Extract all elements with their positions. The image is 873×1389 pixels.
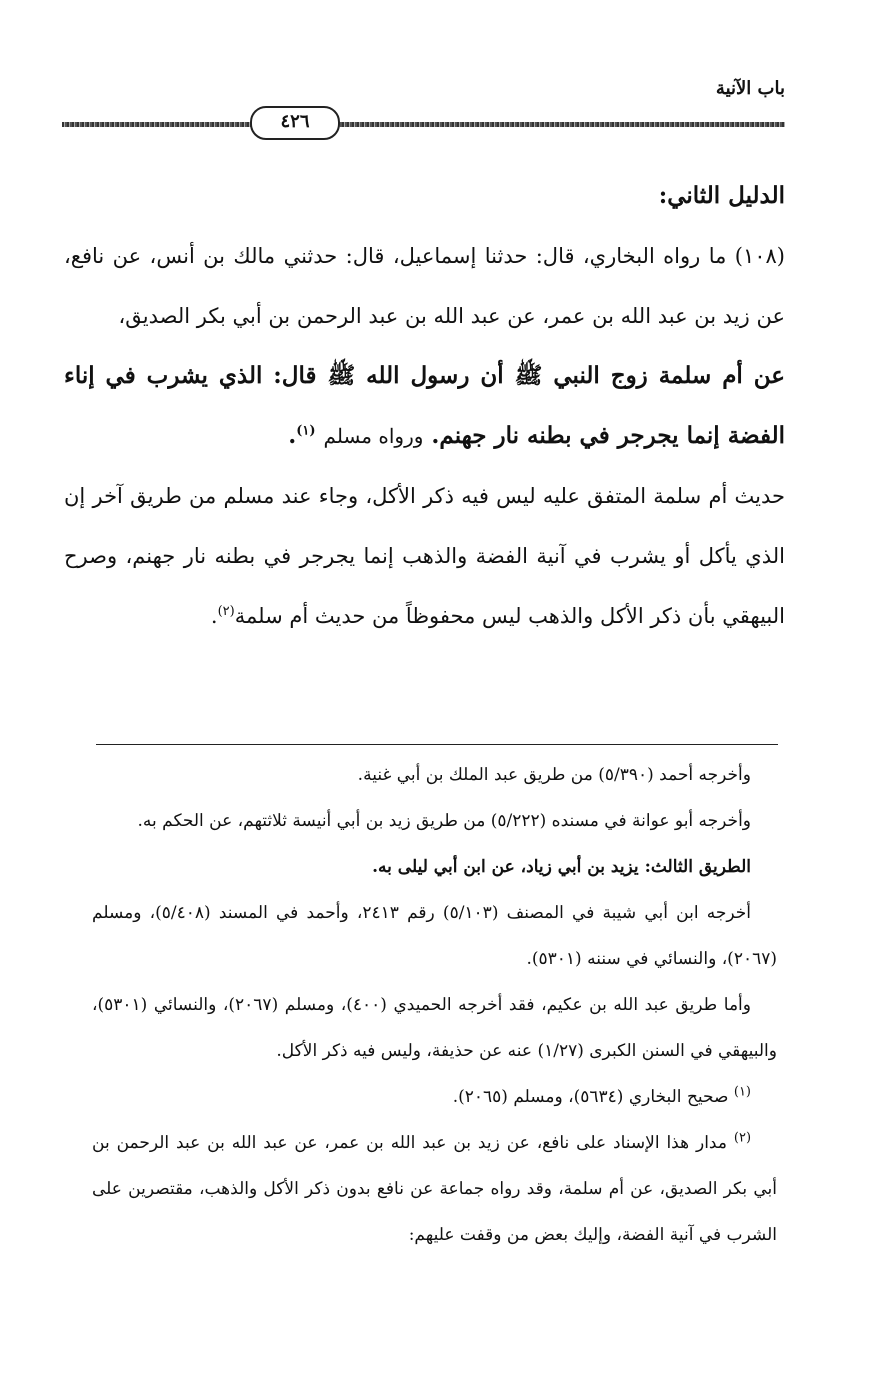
footnote-1 — [92, 1074, 777, 1120]
footnotes — [92, 752, 777, 1258]
isnad-paragraph: (١٠٨) ما رواه البخاري، قال: حدثنا إسماعيل، قال: حدثني مالك بن أنس، عن نافع، عن زيد بن عبد الله بن عمر، عن عبد الله بن عبد الرحمن بن أبي بكر الصديق، — [64, 244, 785, 328]
footnote-ref-2: (٢) — [217, 604, 235, 619]
footnote-marker-2: (٢) — [733, 1130, 752, 1146]
note-line: وأخرجه أحمد (٥/٣٩٠) من طريق عبد الملك بن أبي غنية. — [357, 765, 751, 785]
note-line: وأما طريق عبد الله بن عكيم، فقد أخرجه الحميدي (٤٠٠)، ومسلم (٢٠٦٧)، والنسائي (٥٣٠١)، والبيهقي في السنن الكبرى (١/٢٧) عنه عن حذيفة، وليس فيه ذكر الأكل. — [92, 995, 777, 1061]
main-text — [64, 166, 785, 646]
note-line: أخرجه ابن أبي شيبة في المصنف (٥/١٠٣) رقم ٢٤١٣، وأحمد في المسند (٥/٤٠٨)، ومسلم (٢٠٦٧)، والنسائي في سننه (٥٣٠١). — [92, 903, 777, 969]
footnote-marker-1: (١) — [733, 1084, 751, 1100]
note-line: وأخرجه أبو عوانة في مسنده (٥/٢٢٢) من طريق زيد بن أبي أنيسة ثلاثتهم، عن الحكم به. — [137, 811, 751, 831]
footnote-2 — [92, 1120, 777, 1258]
page-header — [62, 78, 785, 132]
hadith-paragraph: عن أم سلمة زوج النبي ﷺ أن رسول الله ﷺ قال: الذي يشرب في إناء الفضة إنما يجرجر في بطنه نار جهنم. ورواه مسلم $^{(١)}$. — [64, 362, 785, 449]
hadith-source: ورواه مسلم — [323, 424, 424, 448]
footnote-separator — [96, 744, 778, 745]
page-number: ٤٢٦ — [250, 106, 340, 140]
hadith-text: عن أم سلمة زوج النبي ﷺ أن رسول الله ﷺ قال: الذي يشرب في إناء الفضة إنما يجرجر في بطنه نار جهنم. — [64, 362, 785, 449]
section-heading: الدليل الثاني: — [658, 182, 785, 209]
header-rule — [62, 122, 785, 127]
footnote-1-text: صحيح البخاري (٥٦٣٤)، ومسلم (٢٠٦٥). — [452, 1087, 729, 1107]
footnote-2-text: مدار هذا الإسناد على نافع، عن زيد بن عبد الله بن عمر، عن عبد الله بن عبد الرحمن بن أبي بكر الصديق، عن أم سلمة، وقد رواه جماعة عن نافع بدون ذكر الأكل والذهب، مقتصرين على الشرب في آنية الفضة، وإليك بعض من وقفت عليهم: — [92, 1133, 777, 1245]
running-title: باب الآنية — [715, 78, 785, 99]
footnote-ref-1: (١) — [296, 423, 316, 439]
commentary-paragraph: حديث أم سلمة المتفق عليه ليس فيه ذكر الأكل، وجاء عند مسلم من طريق آخر إن الذي يأكل أو يشرب في آنية الفضة والذهب إنما يجرجر في بطنه نار جهنم، وصرح البيهقي بأن ذكر الأكل والذهب ليس محفوظاً من حديث أم سلمة$^{(٢)}$. — [64, 484, 785, 628]
note-subheading: الطريق الثالث: يزيد بن أبي زياد، عن ابن أبي ليلى به. — [372, 857, 751, 877]
commentary-text: حديث أم سلمة المتفق عليه ليس فيه ذكر الأكل، وجاء عند مسلم من طريق آخر إن الذي يأكل أو يشرب في آنية الفضة والذهب إنما يجرجر في بطنه نار جهنم، وصرح البيهقي بأن ذكر الأكل والذهب ليس محفوظاً من حديث أم سلمة — [64, 484, 785, 628]
